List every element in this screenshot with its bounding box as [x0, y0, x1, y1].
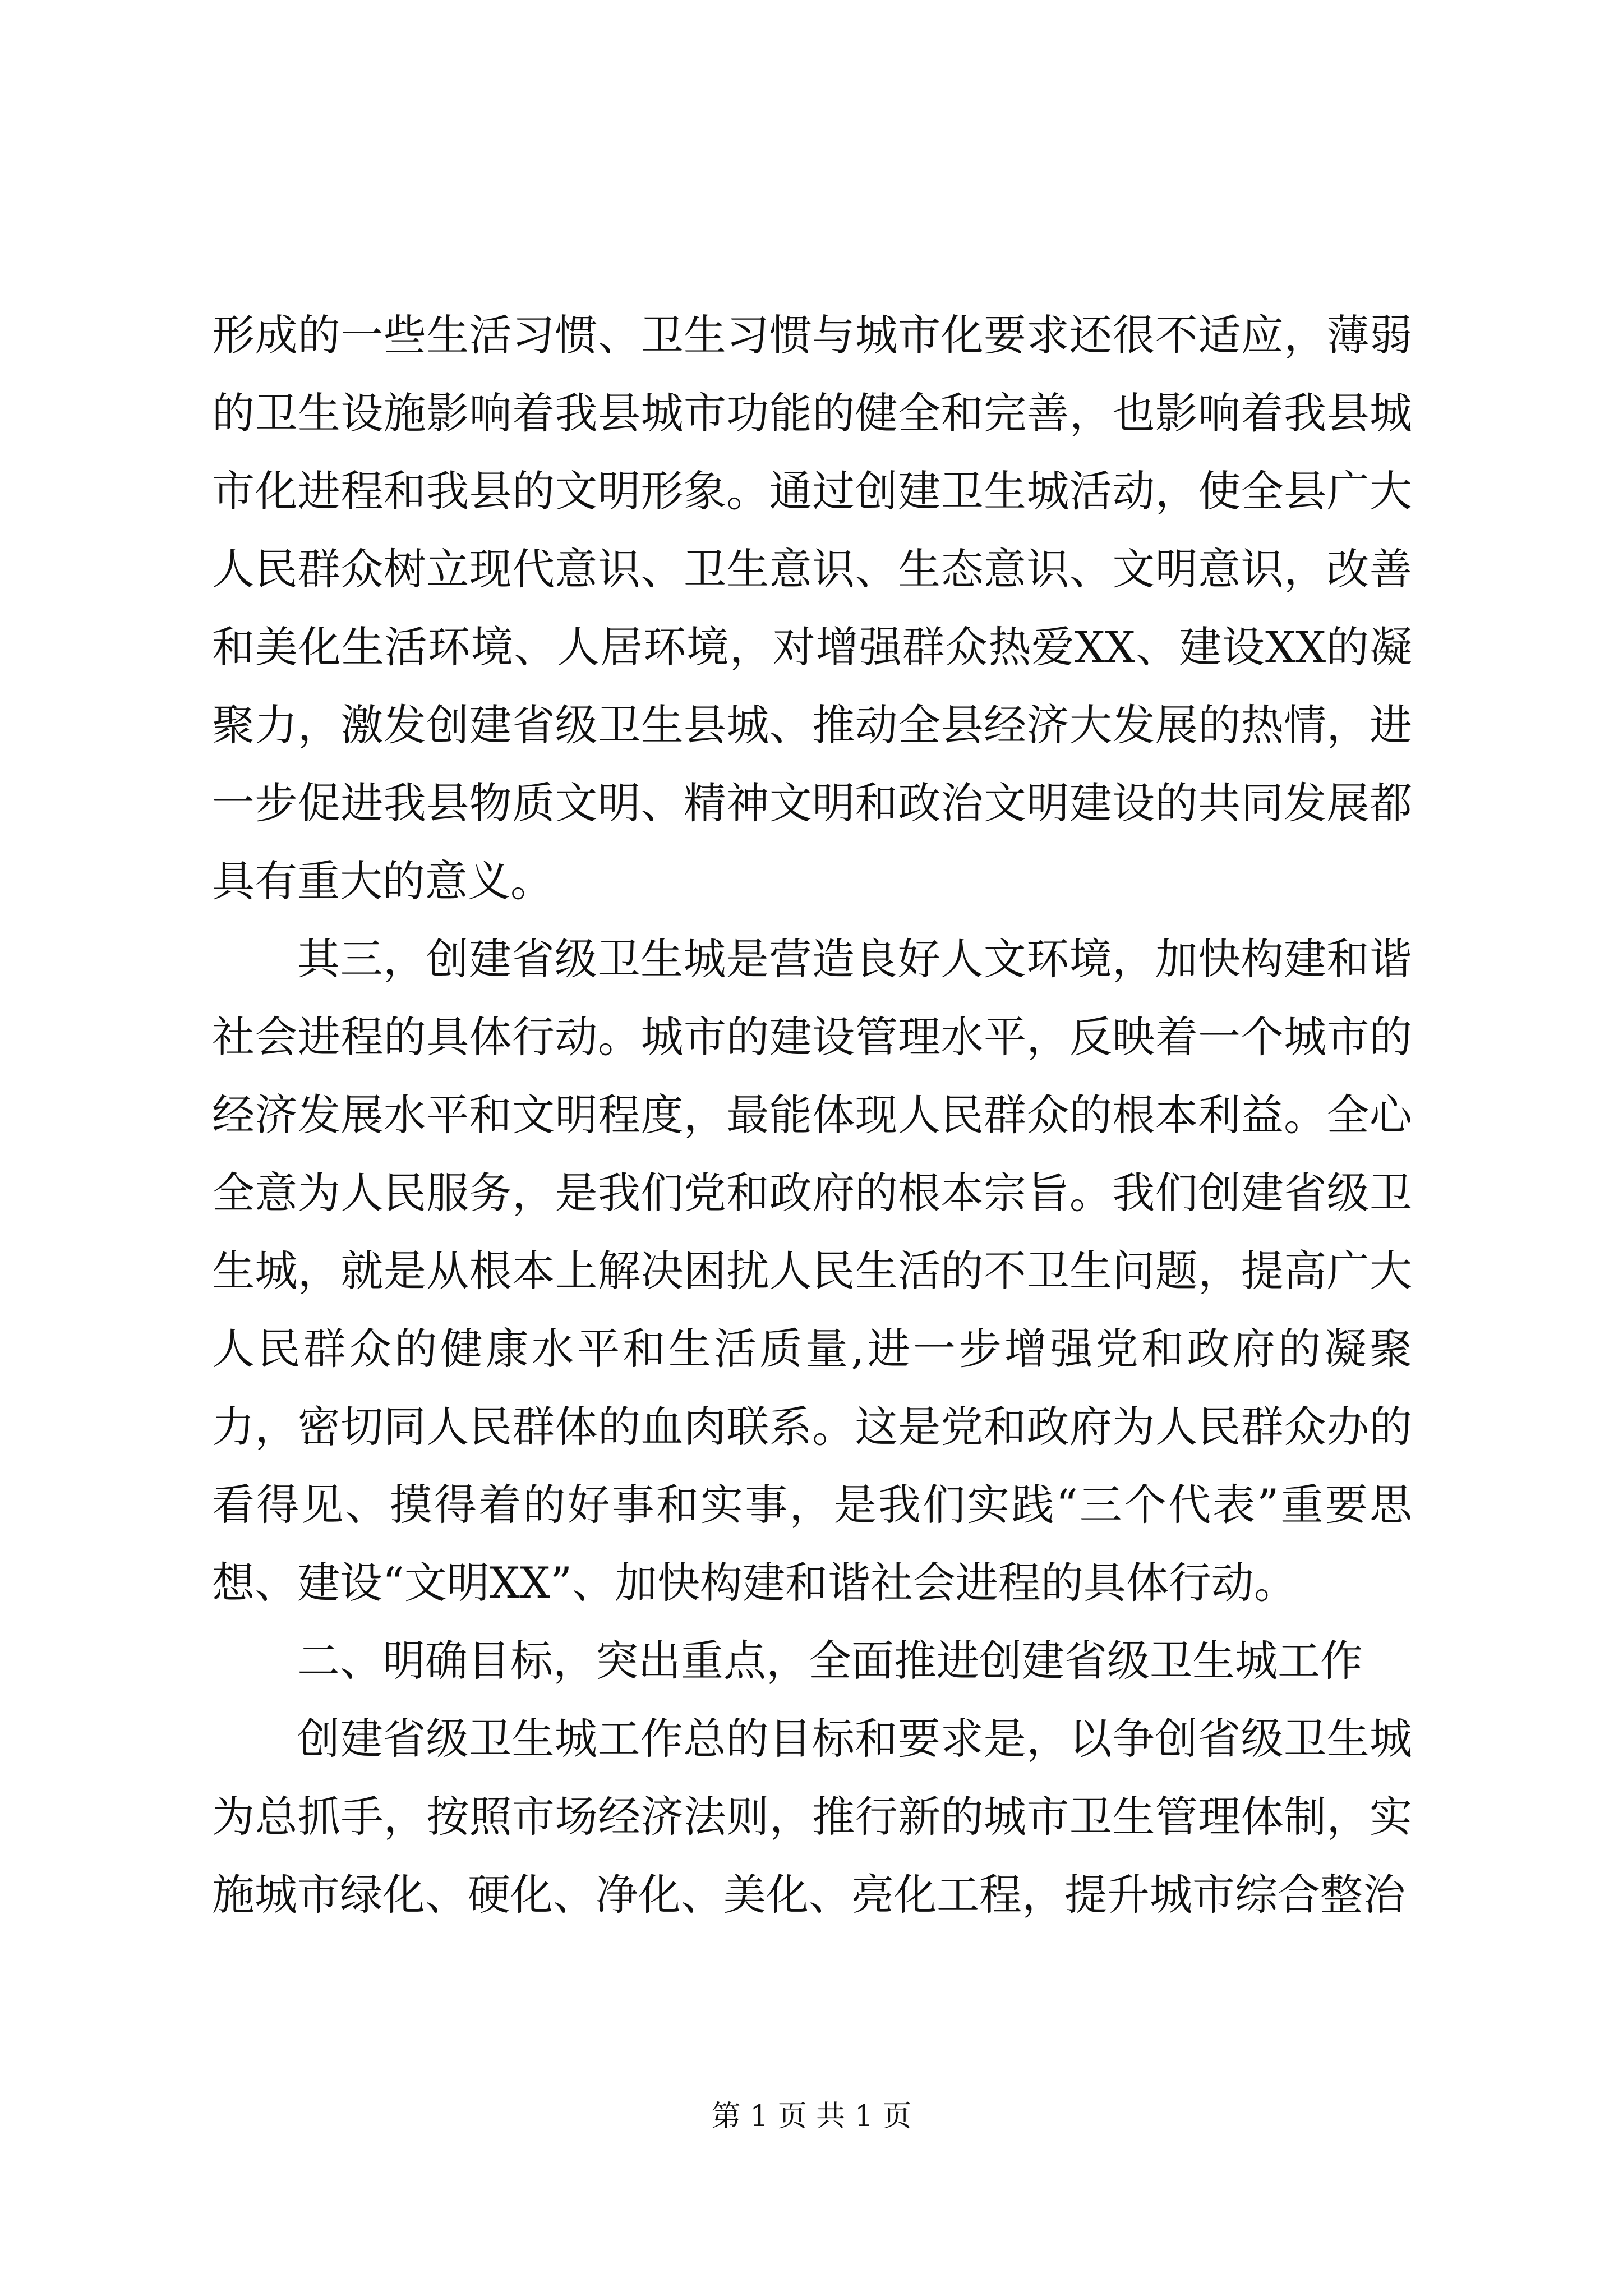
- document-body: [212, 296, 1412, 1934]
- section-heading: 二、明确目标，突出重点，全面推进创建省级卫生城工作: [297, 1636, 1363, 1686]
- paragraph-continuation: 形成的一些生活习惯、卫生习惯与城市化要求还很不适应，薄弱的卫生设施影响着我县城市功能的健全和完善，也影响着我县城市化进程和我县的文明形象。通过创建卫生城活动，使全县广大人民群众树立现代意识、卫生意识、生态意识、文明意识，改善和美化生活环境、人居环境，对增强群众热爱XX、建设XX的凝聚力，激发创建省级卫生县城、推动全县经济大发展的热情，进一步促进我县物质文明、精神文明和政治文明建设的共同发展都具有重大的意义。: [212, 310, 1412, 906]
- paragraph-goals: 创建省级卫生城工作总的目标和要求是，以争创省级卫生城为总抓手，按照市场经济法则，推行新的城市卫生管理体制，实施城市绿化、硬化、净化、美化、亮化工程，提升城市综合整治: [212, 1714, 1412, 1920]
- paragraph-point-three: 其三，创建省级卫生城是营造良好人文环境，加快构建和谐社会进程的具体行动。城市的建设管理水平，反映着一个城市的经济发展水平和文明程度，最能体现人民群众的根本利益。全心全意为人民服务，是我们党和政府的根本宗旨。我们创建省级卫生城，就是从根本上解决困扰人民生活的不卫生问题，提高广大人民群众的健康水平和生活质量,进一步增强党和政府的凝聚力，密切同人民群体的血肉联系。这是党和政府为人民群众办的看得见、摸得着的好事和实事，是我们实践“三个代表”重要思想、建设“文明XX”、加快构建和谐社会进程的具体行动。: [212, 934, 1412, 1608]
- page-footer: 第 1 页 共 1 页: [711, 2100, 912, 2133]
